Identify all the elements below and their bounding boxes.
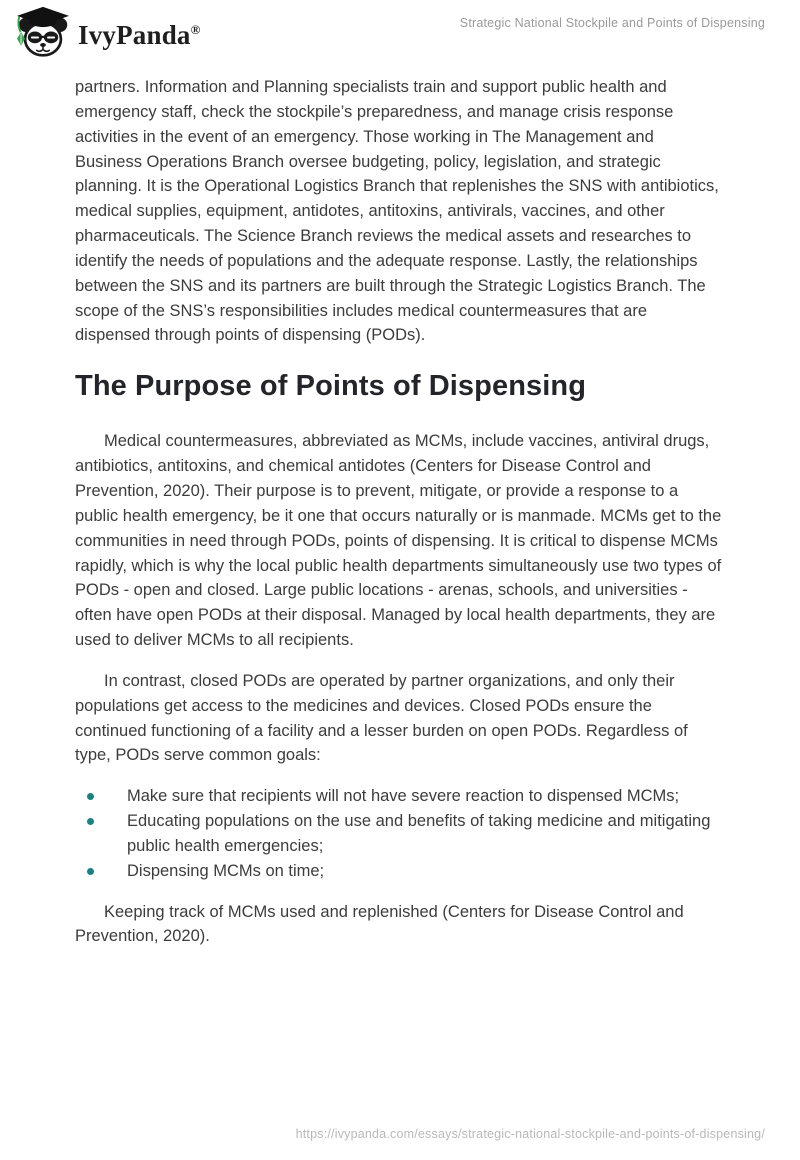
section-heading: The Purpose of Points of Dispensing <box>75 370 587 403</box>
footer <box>296 1125 765 1143</box>
ivypanda-logo[interactable] <box>14 6 201 58</box>
list-item <box>75 784 723 809</box>
list-item-text: Educating populations on the use and benefits of taking medicine and mitigating public health emergencies; <box>127 812 711 855</box>
paragraph-mcms-overview: Medical countermeasures, abbreviated as MCMs, include vaccines, antiviral drugs, antibiotics, antitoxins, and chemical antidotes (Centers for Disease Control and Prevention, 2020). Their purpose is to prevent, mitigate, or provide a response to a public health emergency, be it one that occurs naturally or is manmade. MCMs get to the communities in need through PODs, points of dispensing. It is critical to dispense MCMs rapidly, which is why the local public health departments simultaneously use two types of PODs - open and closed. Large public locations - arenas, schools, and universities - often have open PODs at their disposal. Managed by local health departments, they are used to deliver MCMs to all recipients. <box>75 432 722 650</box>
source-url-link[interactable]: https://ivypanda.com/essays/strategic-national-stockpile-and-points-of-dispensing/ <box>295 1127 765 1141</box>
logo-wordmark <box>78 19 201 50</box>
paragraph-sns-branches: partners. Information and Planning specialists train and support public health and emergency staff, check the stockpile’s preparedness, and manage crisis response activities in the event of an emergency. Those working in The Management and Business Operations Branch oversee budgeting, policy, legislation, and strategic planning. It is the Operational Logistics Branch that replenishes the SNS with antibiotics, medical supplies, equipment, antidotes, antitoxins, antivirals, vaccines, and other pharmaceuticals. The Science Branch reviews the medical assets and researches to identify the needs of populations and the adequate response. Lastly, the relationships between the SNS and its partners are built through the Strategic Logistics Branch. The scope of the SNS’s responsibilities includes medical countermeasures that are dispensed through points of dispensing (PODs). <box>75 78 719 345</box>
list-item <box>75 809 723 859</box>
bullet-icon <box>87 868 94 875</box>
bullet-icon <box>87 818 94 825</box>
list-item-text: Dispensing MCMs on time; <box>127 861 325 880</box>
essay-body <box>0 75 800 949</box>
list-item-text: Make sure that recipients will not have severe reaction to dispensed MCMs; <box>127 787 680 806</box>
header <box>0 0 800 58</box>
panda-graduate-icon <box>14 6 72 58</box>
logo-text: IvyPanda <box>78 19 191 50</box>
document-title: Strategic National Stockpile and Points of Dispensing <box>459 16 765 30</box>
bullet-icon <box>87 793 94 800</box>
pod-goals-list <box>75 784 723 883</box>
paragraph-keeping-track: Keeping track of MCMs used and replenished (Centers for Disease Control and Prevention, 2020). <box>75 902 684 946</box>
registered-mark: ® <box>190 21 201 37</box>
paragraph-closed-pods: In contrast, closed PODs are operated by partner organizations, and only their populations get access to the medicines and devices. Closed PODs ensure the continued functioning of a facility and a lesser burden on open PODs. Regardless of type, PODs serve common goals: <box>75 671 688 765</box>
list-item <box>75 859 723 884</box>
